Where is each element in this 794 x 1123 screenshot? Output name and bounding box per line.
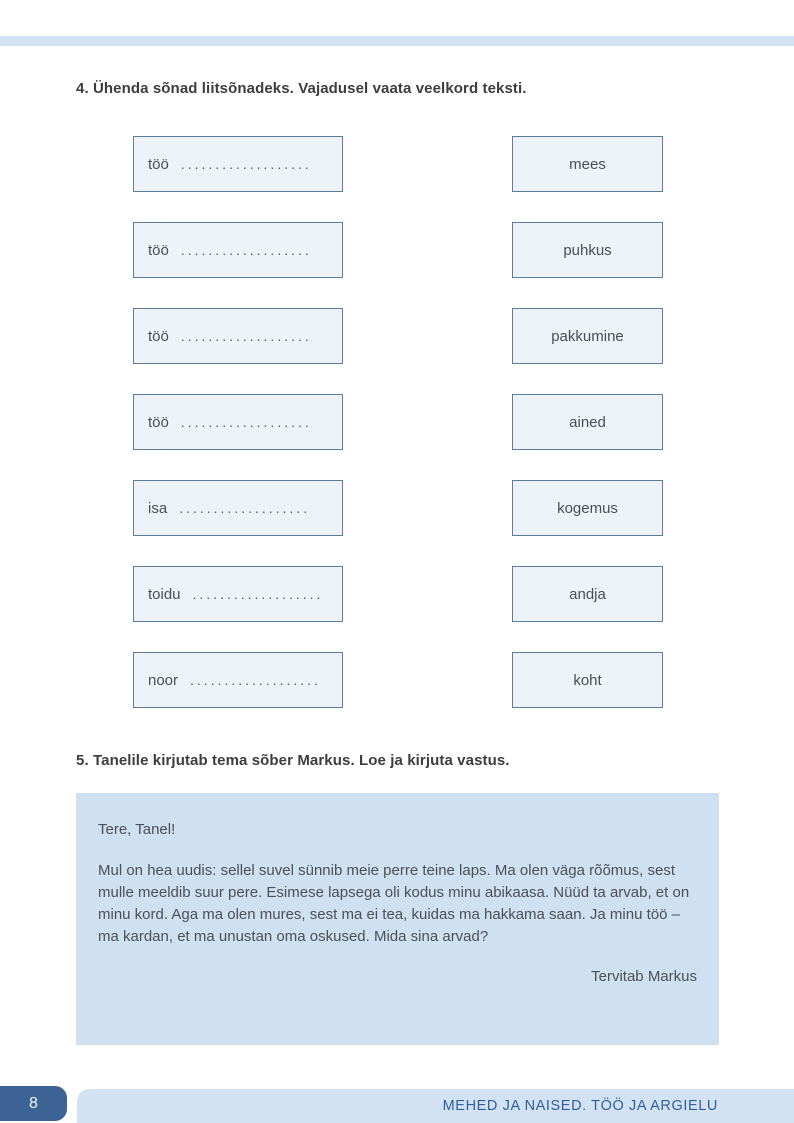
stem-word: töö <box>148 155 169 173</box>
compound-stem-box <box>133 136 343 192</box>
letter-panel <box>76 793 719 1045</box>
answer-blank: ................... <box>180 242 312 258</box>
letter-signature: Tervitab Markus <box>591 968 697 985</box>
match-word: kogemus <box>557 499 618 517</box>
stem-word: töö <box>148 413 169 431</box>
answer-blank: ................... <box>190 672 321 688</box>
compound-stem-box <box>133 394 343 450</box>
match-word: pakkumine <box>551 327 624 345</box>
top-accent-strip <box>0 36 794 46</box>
letter-greeting: Tere, Tanel! <box>98 821 176 838</box>
stem-word: toidu <box>148 585 181 603</box>
compound-stem-box <box>133 566 343 622</box>
match-row <box>133 308 663 364</box>
matching-exercise <box>133 136 663 708</box>
compound-stem-box <box>133 652 343 708</box>
stem-word: noor <box>148 671 179 689</box>
match-word: andja <box>569 585 606 603</box>
compound-stem-box <box>133 480 343 536</box>
answer-blank: ................... <box>180 156 312 172</box>
answer-blank: ................... <box>180 328 312 344</box>
match-word: puhkus <box>563 241 612 259</box>
match-row <box>133 136 663 192</box>
match-row <box>133 480 663 536</box>
answer-blank: ................... <box>192 586 324 602</box>
match-row <box>133 566 663 622</box>
compound-stem-box <box>133 308 343 364</box>
compound-stem-box <box>133 222 343 278</box>
match-word-box <box>512 394 663 450</box>
match-row <box>133 222 663 278</box>
chapter-title: MEHED JA NAISED. TÖÖ JA ARGIELU <box>442 1098 718 1114</box>
stem-word: töö <box>148 327 169 345</box>
match-word: ained <box>569 413 606 431</box>
exercise5-heading: 5. Tanelile kirjutab tema sõber Markus. Loe ja kirjuta vastus. <box>76 752 510 769</box>
match-word-box <box>512 136 663 192</box>
stem-word: töö <box>148 241 169 259</box>
match-word-box <box>512 652 663 708</box>
page-number: 8 <box>29 1094 38 1112</box>
match-word-box <box>512 222 663 278</box>
exercise4-heading: 4. Ühenda sõnad liitsõnadeks. Vajadusel vaata veelkord teksti. <box>76 80 527 97</box>
match-word: koht <box>573 671 602 689</box>
match-word-box <box>512 308 663 364</box>
page-number-tab <box>0 1086 67 1121</box>
match-row <box>133 652 663 708</box>
answer-blank: ................... <box>179 500 311 516</box>
letter-body: Mul on hea uudis: sellel suvel sünnib meie perre teine laps. Ma olen väga rõõmus, sest mulle meeldib suur pere. Esimese lapsega oli kodus minu abikaasa. Nüüd ta arvab, et on minu kord. Aga ma olen mures, sest ma ei tea, kuidas ma hakkama saan. Ja minu töö – ma kardan, et ma unustan oma oskused. Mida sina arvad? <box>98 862 690 945</box>
match-word-box <box>512 480 663 536</box>
match-word: mees <box>569 155 606 173</box>
match-row <box>133 394 663 450</box>
stem-word: isa <box>148 499 168 517</box>
match-word-box <box>512 566 663 622</box>
footer-chapter-bar <box>77 1089 794 1123</box>
answer-blank: ................... <box>180 414 312 430</box>
